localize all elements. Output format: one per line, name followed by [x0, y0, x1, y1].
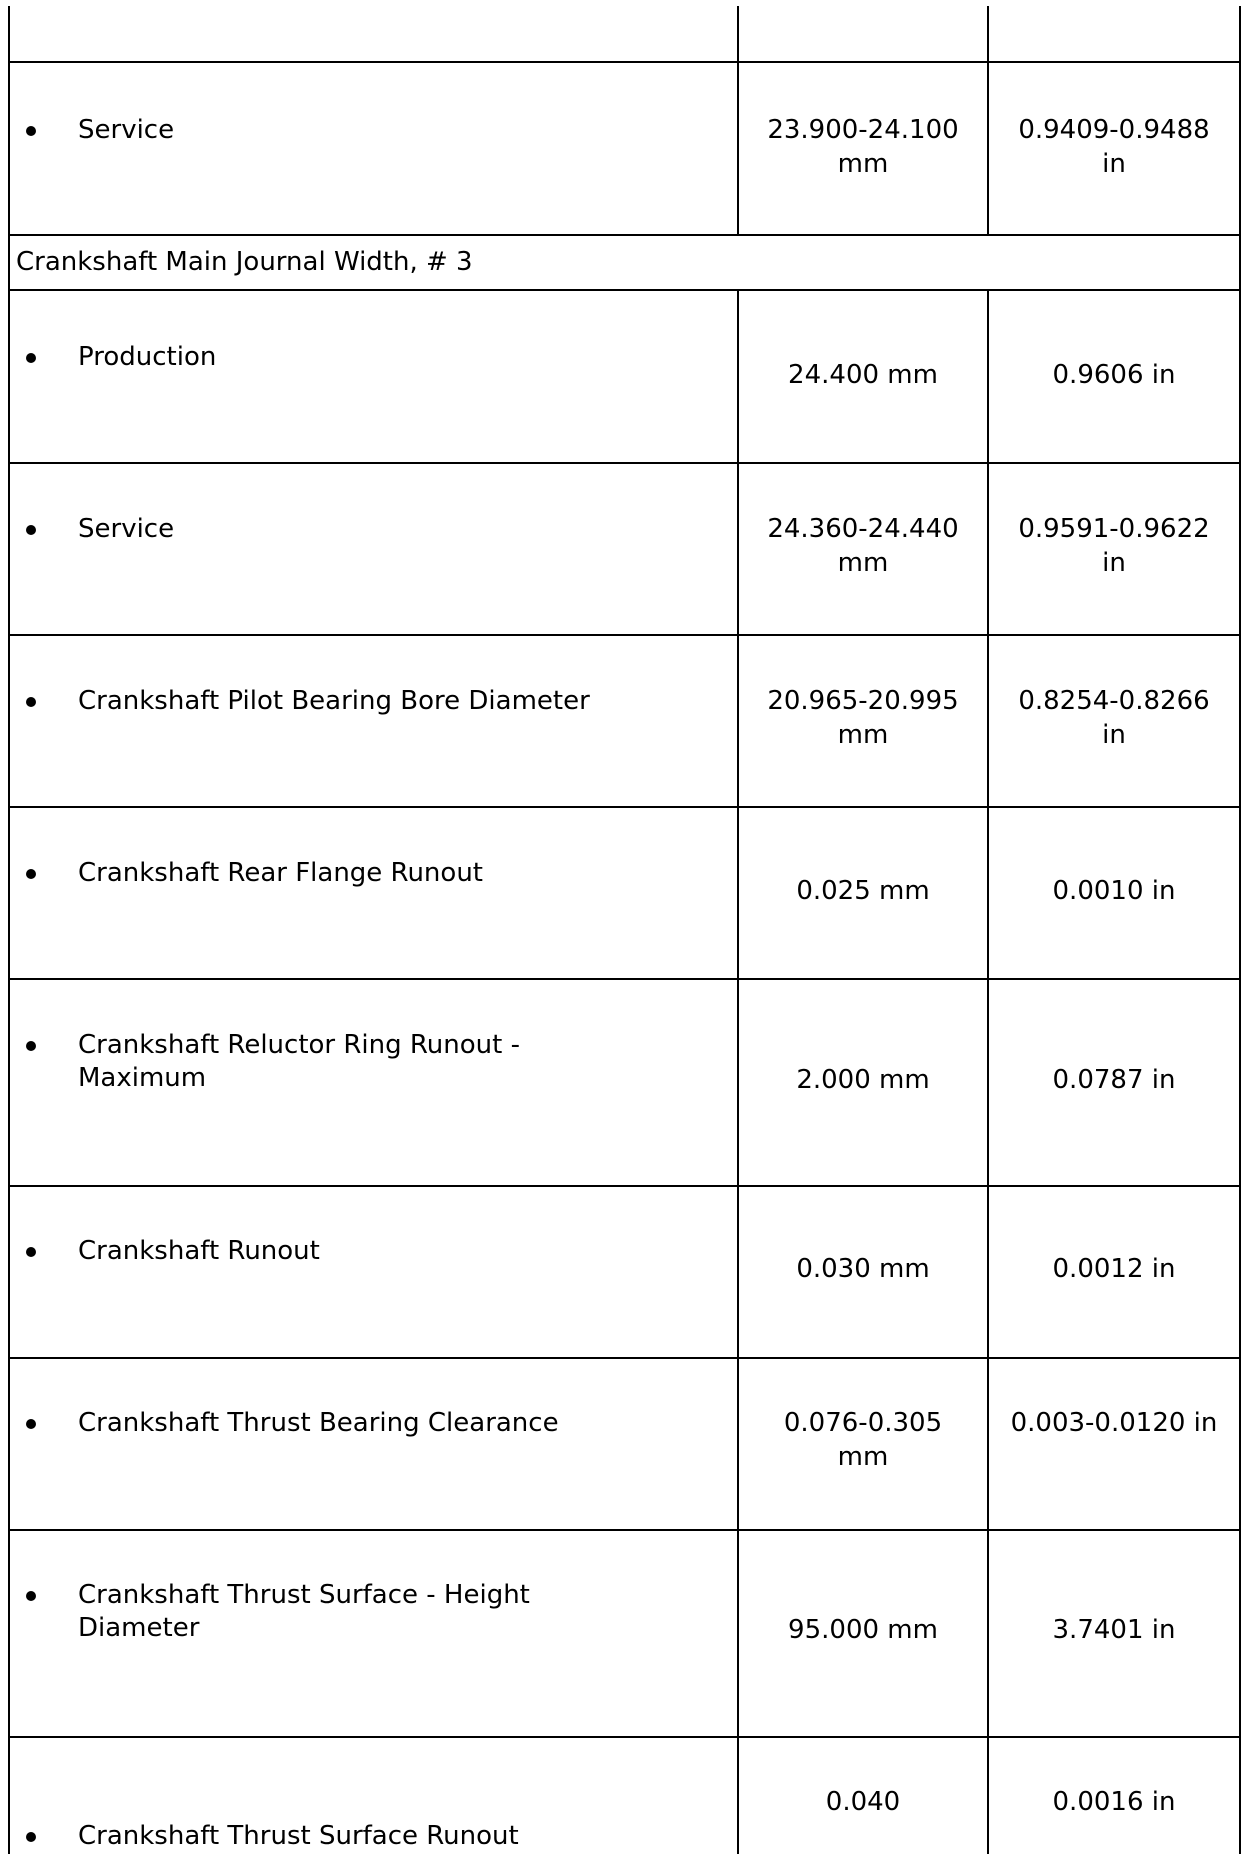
spec-label: Crankshaft Runout	[78, 1236, 320, 1266]
spec-label: Production	[78, 342, 217, 372]
table-rule	[8, 978, 1241, 980]
spec-label: Crankshaft Thrust Bearing Clearance	[78, 1408, 559, 1438]
mm-value: 0.040	[825, 1787, 901, 1817]
mm-value: 24.360-24.440	[767, 514, 959, 544]
in-value: 0.9409-0.9488	[1018, 115, 1210, 145]
mm-value: 0.076-0.305	[783, 1408, 943, 1438]
spec-label: Diameter	[78, 1613, 200, 1643]
table-rule	[1239, 6, 1241, 1854]
mm-value: mm	[837, 149, 889, 179]
bullet-icon	[26, 1832, 36, 1842]
mm-value: mm	[837, 1442, 889, 1472]
spec-label: Crankshaft Thrust Surface - Height	[78, 1580, 530, 1610]
table-rule	[8, 1529, 1241, 1531]
table-rule	[8, 289, 1241, 291]
mm-value: mm	[837, 720, 889, 750]
in-value: 3.7401 in	[1052, 1615, 1176, 1645]
bullet-icon	[26, 525, 36, 535]
bullet-icon	[26, 869, 36, 879]
table-rule	[8, 1357, 1241, 1359]
mm-value: 0.030 mm	[796, 1254, 930, 1284]
table-rule	[8, 634, 1241, 636]
bullet-icon	[26, 1247, 36, 1257]
mm-value: 24.400 mm	[788, 360, 938, 390]
in-value: 0.0012 in	[1052, 1254, 1176, 1284]
in-value: 0.9591-0.9622	[1018, 514, 1210, 544]
mm-value: mm	[837, 548, 889, 578]
in-value: in	[1102, 548, 1126, 578]
mm-value: 23.900-24.100	[767, 115, 959, 145]
bullet-icon	[26, 1591, 36, 1601]
in-value: 0.0010 in	[1052, 876, 1176, 906]
table-rule	[8, 1185, 1241, 1187]
spec-label: Crankshaft Pilot Bearing Bore Diameter	[78, 686, 590, 716]
in-value: 0.0016 in	[1052, 1787, 1176, 1817]
table-rule	[8, 6, 10, 1854]
spec-label: Crankshaft Rear Flange Runout	[78, 858, 483, 888]
in-value: 0.003-0.0120 in	[1010, 1408, 1218, 1438]
bullet-icon	[26, 1041, 36, 1051]
table-rule	[8, 806, 1241, 808]
spec-label: Service	[78, 115, 175, 145]
in-value: 0.8254-0.8266	[1018, 686, 1210, 716]
bullet-icon	[26, 353, 36, 363]
table-rule	[8, 234, 1241, 236]
in-value: in	[1102, 149, 1126, 179]
table-rule	[8, 1736, 1241, 1738]
in-value: in	[1102, 720, 1126, 750]
table-rule	[8, 462, 1241, 464]
mm-value: 20.965-20.995	[767, 686, 959, 716]
mm-value: 2.000 mm	[796, 1065, 930, 1095]
in-value: 0.0787 in	[1052, 1065, 1176, 1095]
spec-label: Service	[78, 514, 175, 544]
bullet-icon	[26, 1419, 36, 1429]
spec-label: Maximum	[78, 1063, 207, 1093]
table-rule	[8, 61, 1241, 63]
spec-label: Crankshaft Thrust Surface Runout	[78, 1821, 519, 1851]
in-value: 0.9606 in	[1052, 360, 1176, 390]
section-title: Crankshaft Main Journal Width, # 3	[16, 247, 473, 277]
mm-value: 0.025 mm	[796, 876, 930, 906]
bullet-icon	[26, 126, 36, 136]
mm-value: 95.000 mm	[788, 1615, 938, 1645]
spec-label: Crankshaft Reluctor Ring Runout -	[78, 1030, 520, 1060]
bullet-icon	[26, 697, 36, 707]
